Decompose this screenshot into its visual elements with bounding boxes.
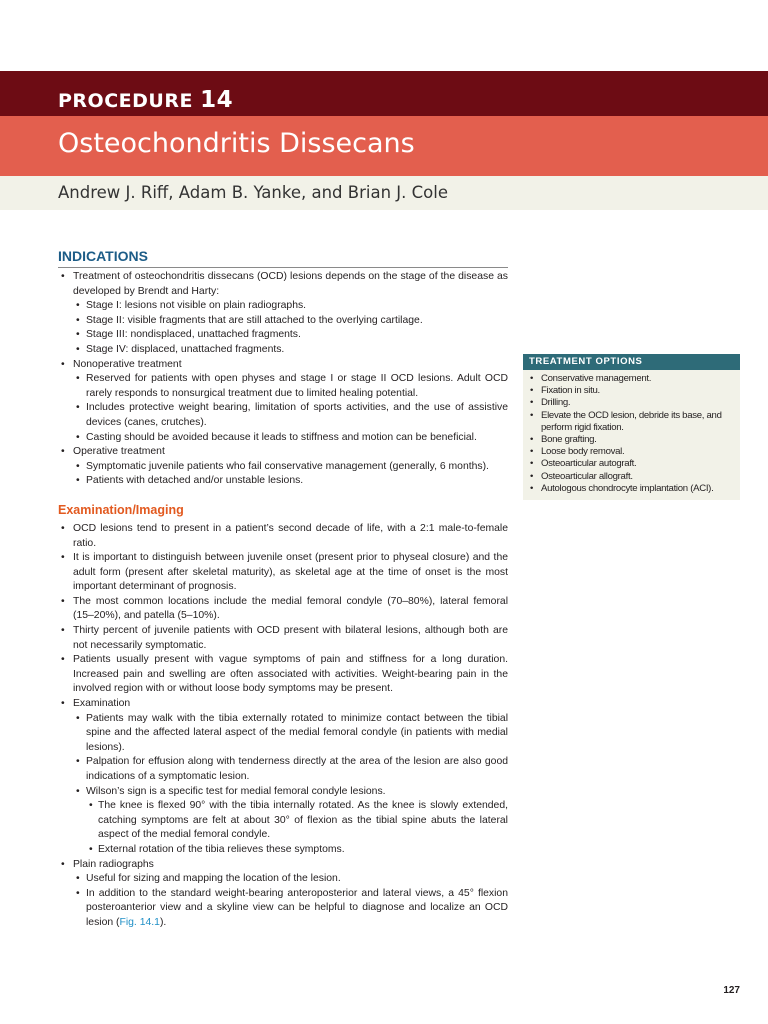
main-column <box>58 246 508 931</box>
list-item: • Stage III: nondisplaced, unattached fragments. <box>73 328 508 343</box>
list-item: • Useful for sizing and mapping the location of the lesion. <box>73 872 508 887</box>
list-item: • OCD lesions tend to present in a patient’s second decade of life, with a 2:1 male-to-female ratio. <box>58 522 508 551</box>
list-item: • Treatment of osteochondritis dissecans (OCD) lesions depends on the stage of the disease as developed by Brendt and Harty: • Stage I: lesions not visible on plain radiographs. • Stage II: visible fragments that are still attached to the overlying cartilage. • Stage III: nondisplaced, unattached fragments. • Stage IV: displaced, unattached fragments. <box>58 270 508 358</box>
procedure-number: 14 <box>200 87 234 113</box>
list-item: • Patients usually present with vague symptoms of pain and stiffness for a long duration. Increased pain and swelling are often associated with activities. Weight-bearing pain in the involved region with or without loose body symptoms may be present. <box>58 653 508 697</box>
figure-link[interactable]: Fig. 14.1 <box>119 916 160 928</box>
list-item: • Stage II: visible fragments that are still attached to the overlying cartilage. <box>73 314 508 329</box>
list-item: • Bone grafting. <box>541 434 732 446</box>
list-item: • Palpation for effusion along with tenderness directly at the area of the lesion are also good indications of a symptomatic lesion. <box>73 755 508 784</box>
procedure-label-text: PROCEDURE <box>58 90 193 112</box>
list-item: • Osteoarticular allograft. <box>541 471 732 483</box>
list-item: • Osteoarticular autograft. <box>541 458 732 470</box>
examination-imaging-heading: Examination/Imaging <box>58 502 184 517</box>
list-item: • Loose body removal. <box>541 446 732 458</box>
treatment-options-heading: TREATMENT OPTIONS <box>523 354 740 370</box>
list-item: • Stage IV: displaced, unattached fragments. <box>73 343 508 358</box>
list-item: • Thirty percent of juvenile patients with OCD present with bilateral lesions, although both are not necessarily symptomatic. <box>58 624 508 653</box>
list-item: • Includes protective weight bearing, limitation of sports activities, and the use of assistive devices (canes, crutches). <box>73 401 508 430</box>
list-item: • Patients with detached and/or unstable lesions. <box>73 474 508 489</box>
treatment-options-box <box>523 354 740 500</box>
list-item: • Stage I: lesions not visible on plain radiographs. <box>73 299 508 314</box>
indications-heading: INDICATIONS <box>58 246 508 268</box>
chapter-authors: Andrew J. Riff, Adam B. Yanke, and Brian J. Cole <box>58 183 448 202</box>
list-item: • It is important to distinguish between juvenile onset (present prior to physeal closure) and the adult form (present after skeletal maturity), as skeletal age at the time of onset is the most important determinant of prognosis. <box>58 551 508 595</box>
indications-list <box>58 270 508 489</box>
treatment-options-list <box>523 373 740 495</box>
list-item: • Plain radiographs • Useful for sizing and mapping the location of the lesion. • In addition to the standard weight-bearing anteroposterior and lateral views, a 45° flexion posteroanterior view and a skyline view can be helpful to diagnose and localize an OCD lesion (Fig. 14.1). <box>58 858 508 931</box>
list-item: • In addition to the standard weight-bearing anteroposterior and lateral views, a 45° flexion posteroanterior view and a skyline view can be helpful to diagnose and localize an OCD lesion (Fig. 14.1). <box>73 887 508 931</box>
list-item: • Conservative management. <box>541 373 732 385</box>
list-item: • Drilling. <box>541 397 732 409</box>
list-item: • Nonoperative treatment • Reserved for patients with open physes and stage I or stage II OCD lesions. Adult OCD rarely responds to nonsurgical treatment due to limited healing potential. • Includes protective weight bearing, limitation of sports activities, and the use of assistive devices (canes, crutches). • Casting should be avoided because it leads to stiffness and motion can be beneficial. <box>58 358 508 446</box>
list-item: • Symptomatic juvenile patients who fail conservative management (generally, 6 months). <box>73 460 508 475</box>
list-item: • Operative treatment • Symptomatic juvenile patients who fail conservative management (generally, 6 months). • Patients with detached and/or unstable lesions. <box>58 445 508 489</box>
chapter-title: Osteochondritis Dissecans <box>58 128 415 159</box>
list-item: • Autologous chondrocyte implantation (ACI). <box>541 483 732 495</box>
list-item: • Reserved for patients with open physes and stage I or stage II OCD lesions. Adult OCD rarely responds to nonsurgical treatment due to limited healing potential. <box>73 372 508 401</box>
list-item: • External rotation of the tibia relieves these symptoms. <box>86 843 508 858</box>
list-item: • Wilson’s sign is a specific test for medial femoral condyle lesions. • The knee is flexed 90° with the tibia internally rotated. As the knee is slowly extended, catching symptoms are felt at about 30° of flexion as the tibial spine abuts the lateral aspect of the medial femoral condyle. • External rotation of the tibia relieves these symptoms. <box>73 785 508 858</box>
page-number: 127 <box>723 985 740 996</box>
list-item: • The most common locations include the medial femoral condyle (70–80%), lateral femoral (15–20%), and patella (5–10%). <box>58 595 508 624</box>
list-item: • Casting should be avoided because it leads to stiffness and motion can be beneficial. <box>73 431 508 446</box>
examination-list <box>58 522 508 931</box>
list-item: • Examination • Patients may walk with the tibia externally rotated to minimize contact between the tibial spine and the affected lateral aspect of the medial femoral condyle (in patients with medial lesions). • Palpation for effusion along with tenderness directly at the area of the lesion are also good indications of a symptomatic lesion. • Wilson’s sign is a specific test for medial femoral condyle lesions. • The knee is flexed 90° with the tibia internally rotated. As the knee is slowly extended, catching symptoms are felt at about 30° of flexion as the tibial spine abuts the lateral aspect of the medial femoral condyle. • External rotation of the tibia relieves these symptoms. <box>58 697 508 858</box>
list-item: • Fixation in situ. <box>541 385 732 397</box>
list-item: • Elevate the OCD lesion, debride its base, and perform rigid fixation. <box>541 410 732 434</box>
list-item: • The knee is flexed 90° with the tibia internally rotated. As the knee is slowly extended, catching symptoms are felt at about 30° of flexion as the tibial spine abuts the lateral aspect of the medial femoral condyle. <box>86 799 508 843</box>
procedure-label <box>58 88 233 113</box>
list-item: • Patients may walk with the tibia externally rotated to minimize contact between the tibial spine and the affected lateral aspect of the medial femoral condyle (in patients with medial lesions). <box>73 712 508 756</box>
